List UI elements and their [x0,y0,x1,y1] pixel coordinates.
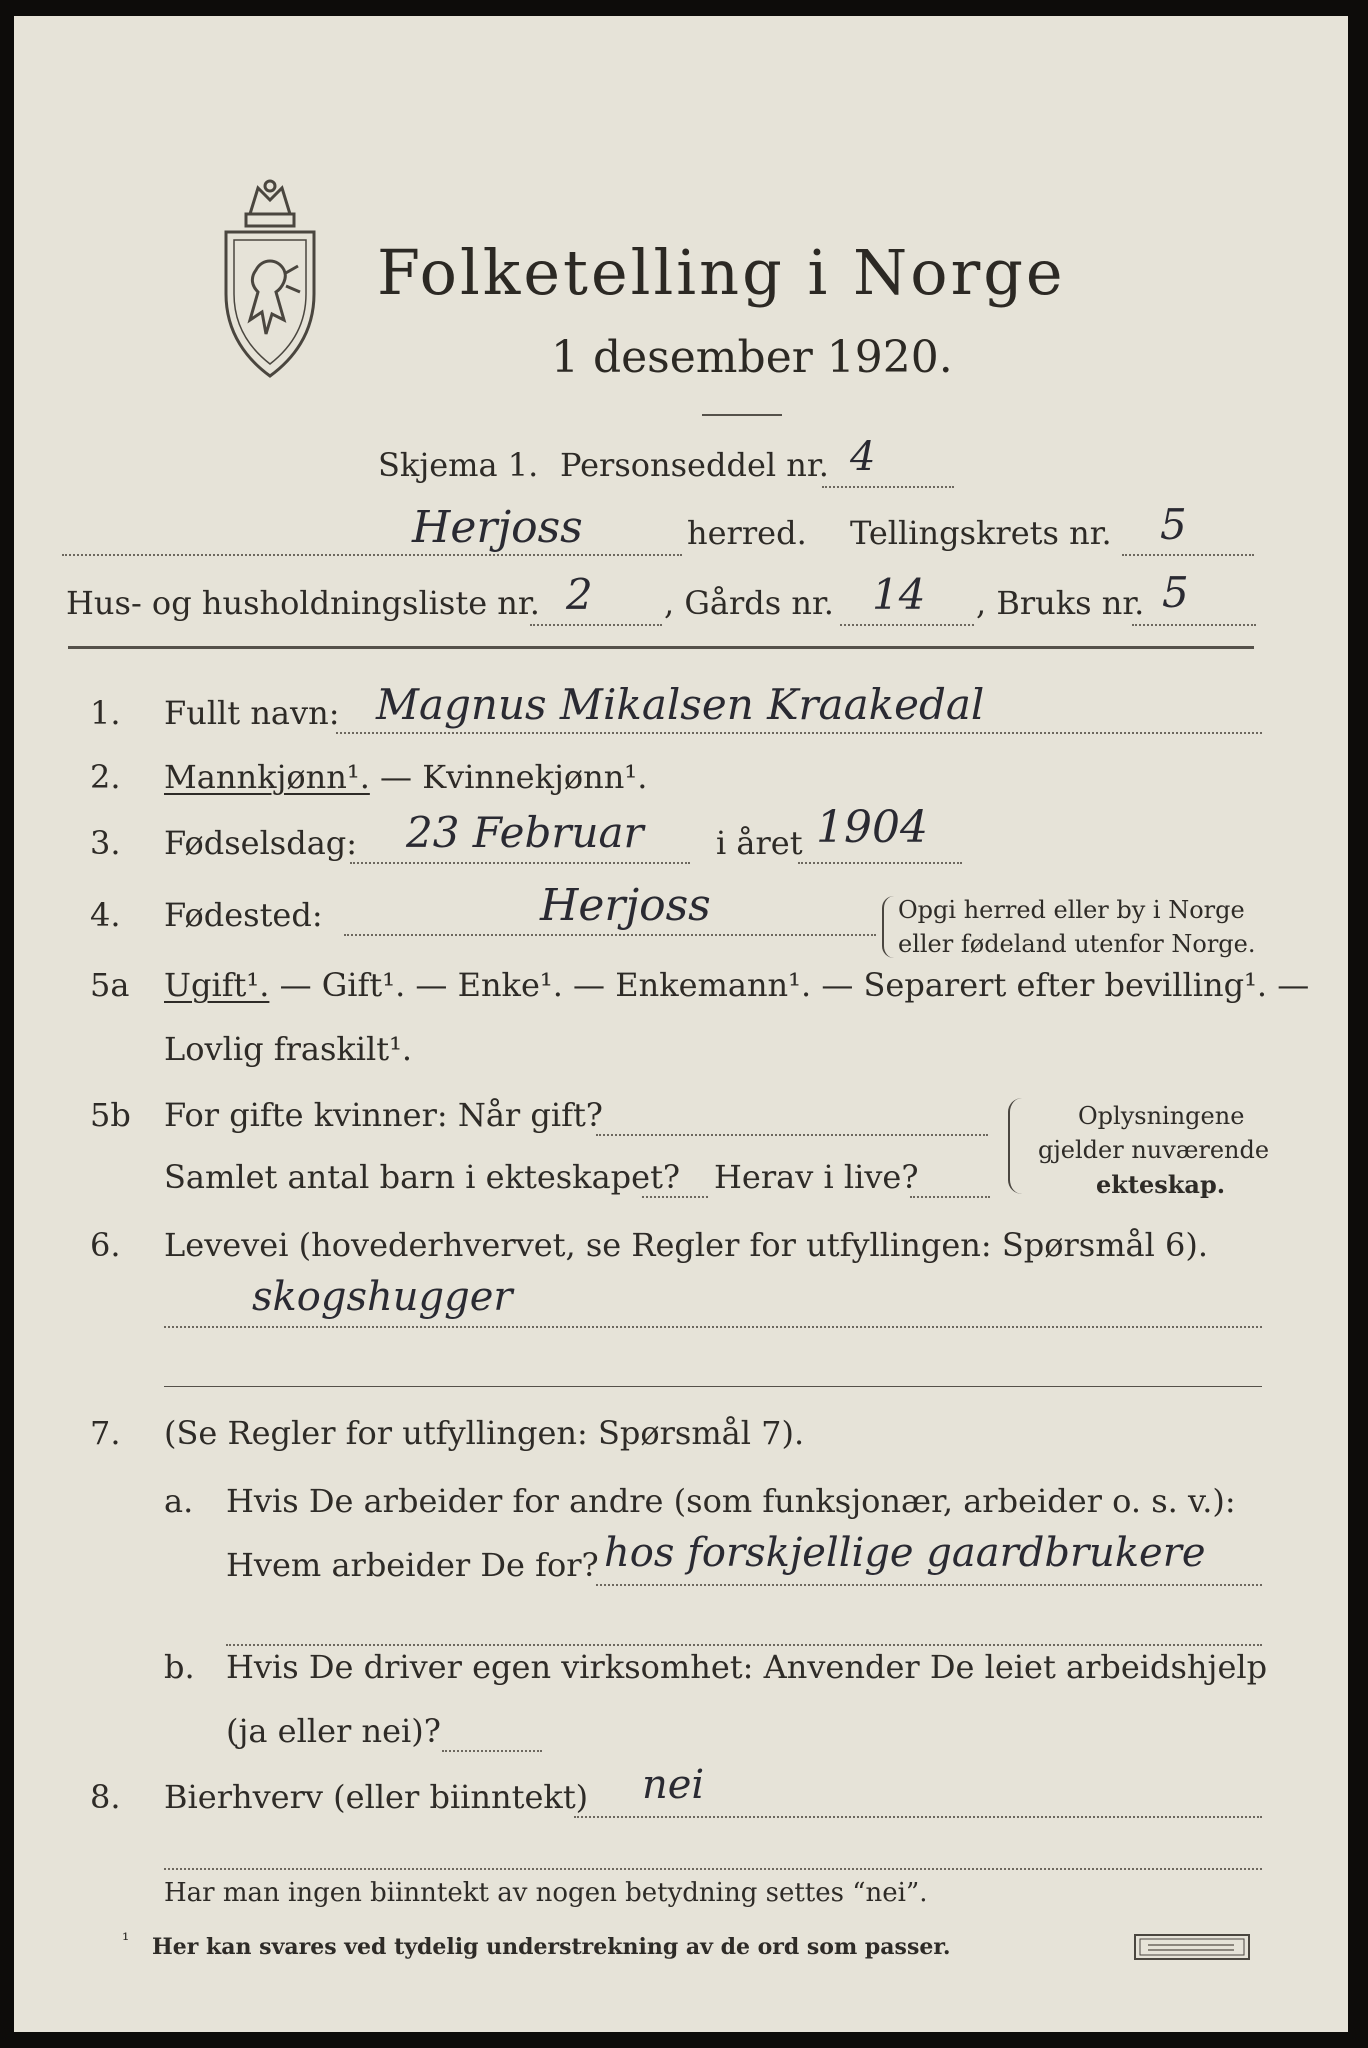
gender-male-option[interactable]: Mannkjønn¹. [164,758,370,796]
marital-status-ugift[interactable]: Ugift¹. [164,966,270,1004]
bruks-label: , Bruks nr. [976,584,1145,622]
occupation-value[interactable]: skogshugger [252,1274,513,1320]
form-title: Folketelling i Norge [377,236,1066,309]
q7b-line1: Hvis De driver egen virksomhet: Anvender De leiet arbeidshjelp [226,1648,1268,1686]
q7a-line1: Hvis De arbeider for andre (som funksjonær, arbeider o. s. v.): [226,1482,1236,1520]
census-form-page [14,16,1348,2032]
herred-label: herred. [687,514,807,552]
full-name-value[interactable]: Magnus Mikalsen Kraakedal [376,680,985,729]
q7b-number: b. [164,1648,195,1686]
q3-number: 3. [90,824,121,862]
footnote-mark: ¹ [122,1930,130,1951]
q7a-number: a. [164,1482,194,1520]
herred-value[interactable]: Herjoss [412,502,583,553]
marital-status-options [164,966,1309,1004]
footer-note: Har man ingen biinntekt av nogen betydning settes “nei”. [164,1878,928,1908]
q8-label: Bierhverv (eller biinntekt) [164,1778,589,1816]
q7-label: (Se Regler for utfyllingen: Spørsmål 7). [164,1414,805,1452]
q5b-married-when-label: For gifte kvinner: Når gift? [164,1096,603,1134]
personseddel-value[interactable]: 4 [850,434,876,480]
birthplace-note-2: eller fødeland utenfor Norge. [898,930,1256,958]
birth-year-label: i året [716,824,803,862]
title-separator [702,414,782,416]
q5b-note-2: gjelder nuværende [1038,1136,1270,1164]
printer-stamp-icon [1134,1934,1250,1960]
tellingskrets-label: Tellingskrets nr. [850,514,1112,552]
footnote: Her kan svares ved tydelig understrekning av de ord som passer. [152,1934,951,1960]
side-income-value[interactable]: nei [642,1762,705,1808]
q7b-line2: (ja eller nei)? [226,1712,441,1750]
norwegian-coat-of-arms-icon [206,174,334,386]
q3-label: Fødselsdag: [164,824,358,862]
skjema-label: Skjema 1. [378,446,539,484]
marital-status-others[interactable]: — Gift¹. — Enke¹. — Enkemann¹. — Separert efter bevilling¹. — [269,966,1310,1004]
q4-label: Fødested: [164,896,323,934]
q2-number: 2. [90,758,121,796]
q1-number: 1. [90,694,121,732]
birthplace-value[interactable]: Herjoss [540,880,711,931]
q5b-note-3: ekteskap. [1096,1170,1226,1199]
marital-status-fraskilt[interactable]: Lovlig fraskilt¹. [164,1030,413,1068]
gards-label: , Gårds nr. [664,584,834,622]
birth-year-value[interactable]: 1904 [816,802,928,853]
employer-value[interactable]: hos forskjellige gaardbrukere [604,1530,1206,1576]
q7a-line2: Hvem arbeider De for? [226,1546,599,1584]
tellingskrets-value[interactable]: 5 [1160,500,1187,549]
q5b-alive-label: Herav i live? [714,1158,919,1196]
q5b-children-label: Samlet antal barn i ekteskapet? [164,1158,681,1196]
q1-label: Fullt navn: [164,694,340,732]
q5b-number: 5b [90,1096,131,1134]
q6-label: Levevei (hovederhvervet, se Regler for utfyllingen: Spørsmål 6). [164,1226,1209,1264]
q5b-note-1: Oplysningene [1078,1102,1245,1130]
husholdningsliste-value[interactable]: 2 [566,570,593,619]
q8-number: 8. [90,1778,121,1816]
birthplace-note-1: Opgi herred eller by i Norge [898,896,1245,924]
bruks-value[interactable]: 5 [1162,568,1189,617]
husholdningsliste-label: Hus- og husholdningsliste nr. [66,584,540,622]
gards-value[interactable]: 14 [872,570,926,619]
gender-options: Mannkjønn¹. — Kvinnekjønn¹. [164,758,648,796]
birthdate-value[interactable]: 23 Februar [406,808,644,857]
gender-female-option[interactable]: Kvinnekjønn¹. [422,758,648,796]
q7-number: 7. [90,1414,121,1452]
header-divider [68,646,1254,649]
q4-number: 4. [90,896,121,934]
q6-number: 6. [90,1226,121,1264]
personseddel-label: Personseddel nr. [560,446,829,484]
census-date: 1 desember 1920. [551,332,953,383]
q5a-number: 5a [90,966,130,1004]
